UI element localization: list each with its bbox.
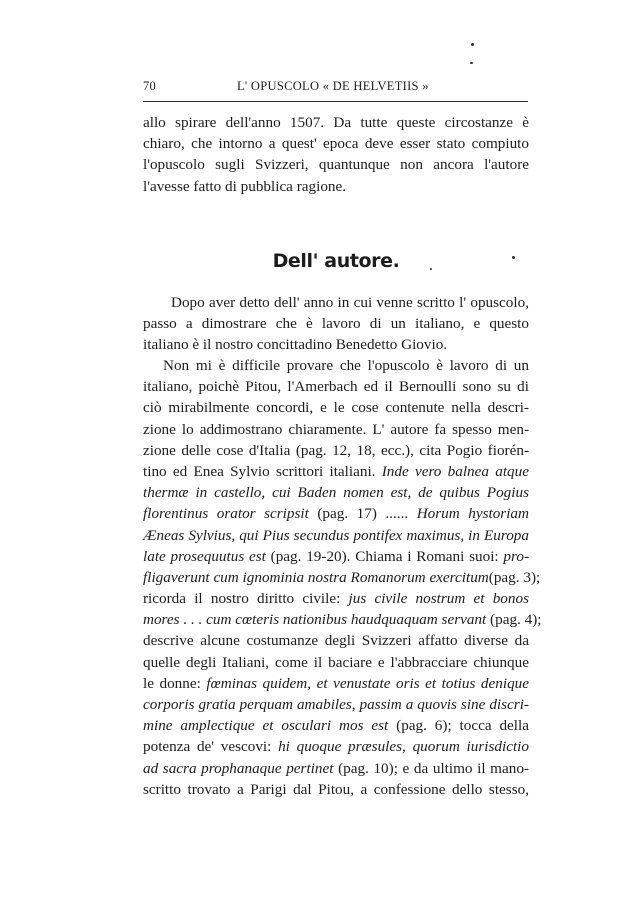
text-line bbox=[143, 503, 529, 524]
text-line: l'avesse fatto di pubblica ragione. bbox=[143, 177, 347, 195]
text-run: (pag. 19-20). Chiama i Romani suoi: bbox=[265, 547, 504, 565]
latin-quote: hi quoque præsules, quorum iurisdictio bbox=[278, 738, 529, 756]
latin-quote: thermæ in castello, cui Baden nomen est, de quibus Pogius bbox=[143, 484, 529, 502]
running-title: L' OPUSCOLO « DE HELVETIIS » bbox=[237, 79, 429, 93]
text-line: scritto trovato a Parigi dal Pitou, a confessione dello stesso, bbox=[143, 780, 529, 798]
text-line: italiano, poichè Pitou, l'Amerbach ed il Bernoulli sono su di bbox=[143, 378, 529, 396]
text-run: (pag. 10); e da ultimo il mano- bbox=[333, 759, 529, 777]
header-rule bbox=[143, 101, 528, 102]
text-line bbox=[143, 673, 529, 694]
latin-quote: fligaverunt cum ignominia nostra Romanorum exercitum bbox=[143, 568, 489, 586]
text-line bbox=[143, 609, 542, 630]
text-line bbox=[143, 546, 529, 567]
paper-speck bbox=[470, 62, 473, 64]
paragraph-1 bbox=[143, 292, 529, 356]
text-line: ciò mirabilmente concordi, e le cose contenute nella descri- bbox=[143, 399, 529, 417]
text-line bbox=[143, 715, 529, 736]
text-run: (pag. 3); bbox=[488, 568, 541, 586]
text-line bbox=[143, 482, 529, 503]
text-line: italiano è il nostro concittadino Benedetto Giovio. bbox=[143, 336, 448, 354]
latin-quote: jus civile nostrum et bonos bbox=[348, 590, 529, 608]
latin-quote: mores . . . cum cœteris nationibus haudquaquam servant bbox=[143, 611, 487, 629]
latin-quote: Inde vero balnea atque bbox=[381, 462, 529, 480]
text-run: tino ed Enea Sylvio scrittori italiani. bbox=[143, 462, 382, 480]
latin-quote: fœminas quidem, et venustate oris et totius denique bbox=[206, 674, 530, 692]
text-run: (pag. 6); tocca della bbox=[388, 717, 529, 735]
top-paragraph bbox=[143, 112, 529, 197]
section-title: Dell' autore. bbox=[272, 250, 400, 272]
text-run: ricorda il nostro diritto civile: bbox=[143, 590, 349, 608]
text-line: l'opuscolo sugli Svizzeri, quantunque non ancora l'autore bbox=[143, 156, 529, 174]
text-line: quelle degli Italiani, come il baciare e l'abbracciare chiunque bbox=[143, 653, 529, 671]
paper-speck bbox=[430, 268, 432, 270]
text-line bbox=[143, 736, 529, 757]
text-line: allo spirare dell'anno 1507. Da tutte queste circostanze è bbox=[143, 114, 529, 131]
text-run: (pag. 17) ...... bbox=[308, 505, 417, 523]
text-run: potenza de' vescovi: bbox=[143, 738, 279, 756]
text-line bbox=[143, 758, 529, 779]
paper-speck bbox=[471, 43, 474, 46]
latin-quote: corporis gratia perquam amabiles, passim a quovis sine discri- bbox=[143, 696, 529, 713]
text-line bbox=[143, 525, 529, 546]
paragraph-2 bbox=[143, 355, 542, 800]
text-line: descrive alcune costumanze degli Svizzeri affatto diverse da bbox=[143, 632, 529, 650]
text-line bbox=[143, 567, 541, 588]
text-line bbox=[143, 694, 529, 715]
text-line: chiaro, che intorno a quest' epoca deve esser stato compiuto bbox=[143, 135, 529, 153]
page-number: 70 bbox=[143, 79, 157, 93]
latin-quote: mine amplectique et osculari mos est bbox=[143, 717, 389, 735]
text-line: Dopo aver detto dell' anno in cui venne scritto l' opuscolo, bbox=[171, 294, 529, 311]
latin-quote: florentinus orator scripsit bbox=[143, 505, 309, 523]
text-line: zione lo addimostrano chiaramente. L' autore fa spesso men- bbox=[143, 420, 529, 438]
text-line bbox=[143, 461, 529, 482]
latin-quote: Æneas Sylvius, qui Pius secundus pontifex maximus, in Europa bbox=[143, 526, 529, 544]
text-run: (pag. 4); bbox=[486, 611, 542, 629]
paper-speck bbox=[512, 256, 515, 259]
running-header bbox=[143, 79, 528, 101]
latin-quote: pro- bbox=[503, 547, 529, 565]
text-line: Non mi è difficile provare che l'opuscolo è lavoro di un bbox=[163, 357, 529, 374]
latin-quote: ad sacra prophanaque pertinet bbox=[143, 759, 334, 777]
latin-quote: late prosequutus est bbox=[143, 547, 266, 565]
text-line bbox=[143, 588, 529, 609]
text-run: le donne: bbox=[143, 674, 207, 692]
text-line: zione delle cose d'Italia (pag. 12, 18, ecc.), cita Pogio fiorén- bbox=[143, 441, 529, 459]
latin-quote: Horum hystoriam bbox=[416, 505, 529, 523]
text-line: passo a dimostrare che è lavoro di un italiano, e questo bbox=[143, 315, 529, 333]
